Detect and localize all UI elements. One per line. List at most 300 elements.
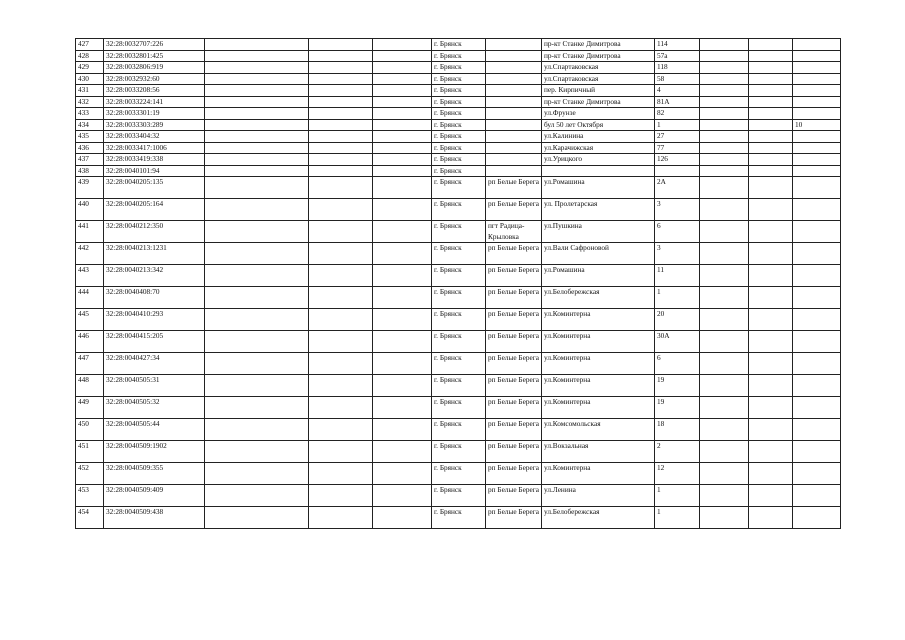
- house-cell: 30А: [655, 331, 700, 353]
- extra-cell: [793, 108, 841, 120]
- cadastral-number: 32:28:0040410:293: [104, 309, 205, 331]
- city-cell: г. Брянск: [432, 96, 486, 108]
- empty-cell: [700, 142, 749, 154]
- empty-cell: [309, 96, 373, 108]
- table-row: [76, 419, 841, 441]
- empty-cell: [205, 108, 309, 120]
- empty-cell: [749, 96, 793, 108]
- empty-cell: [749, 353, 793, 375]
- cadastral-number: 32:28:0033404:32: [104, 131, 205, 143]
- extra-cell: [793, 85, 841, 97]
- table-row: [76, 397, 841, 419]
- street-cell: ул.Урицкого: [542, 154, 655, 166]
- empty-cell: [373, 441, 432, 463]
- empty-cell: [205, 131, 309, 143]
- row-number: 446: [76, 331, 104, 353]
- cadastral-number: 32:28:0040101:94: [104, 165, 205, 177]
- empty-cell: [373, 85, 432, 97]
- city-cell: г. Брянск: [432, 463, 486, 485]
- empty-cell: [309, 154, 373, 166]
- city-cell: г. Брянск: [432, 177, 486, 199]
- settlement-cell: рп Белые Берега: [486, 353, 542, 375]
- street-cell: ул.Калинина: [542, 131, 655, 143]
- empty-cell: [205, 62, 309, 74]
- empty-cell: [700, 353, 749, 375]
- row-number: 447: [76, 353, 104, 375]
- empty-cell: [749, 507, 793, 529]
- empty-cell: [205, 397, 309, 419]
- table-row: [76, 441, 841, 463]
- empty-cell: [309, 85, 373, 97]
- street-cell: ул.Пушкина: [542, 221, 655, 243]
- empty-cell: [373, 243, 432, 265]
- empty-cell: [700, 108, 749, 120]
- empty-cell: [373, 265, 432, 287]
- street-cell: пр-кт Станке Димитрова: [542, 39, 655, 51]
- city-cell: г. Брянск: [432, 397, 486, 419]
- street-cell: ул.Белобережская: [542, 507, 655, 529]
- empty-cell: [205, 119, 309, 131]
- settlement-cell: [486, 165, 542, 177]
- empty-cell: [309, 397, 373, 419]
- empty-cell: [749, 73, 793, 85]
- row-number: 443: [76, 265, 104, 287]
- settlement-cell: [486, 131, 542, 143]
- settlement-cell: рп Белые Берега: [486, 177, 542, 199]
- city-cell: г. Брянск: [432, 119, 486, 131]
- empty-cell: [373, 507, 432, 529]
- row-number: 432: [76, 96, 104, 108]
- row-number: 439: [76, 177, 104, 199]
- extra-cell: [793, 243, 841, 265]
- empty-cell: [373, 397, 432, 419]
- empty-cell: [309, 50, 373, 62]
- city-cell: г. Брянск: [432, 221, 486, 243]
- city-cell: г. Брянск: [432, 199, 486, 221]
- empty-cell: [205, 39, 309, 51]
- extra-cell: [793, 419, 841, 441]
- table-row: [76, 108, 841, 120]
- extra-cell: [793, 165, 841, 177]
- city-cell: г. Брянск: [432, 243, 486, 265]
- street-cell: ул.Коминтерна: [542, 309, 655, 331]
- empty-cell: [309, 419, 373, 441]
- extra-cell: [793, 96, 841, 108]
- empty-cell: [700, 287, 749, 309]
- extra-cell: [793, 131, 841, 143]
- settlement-cell: [486, 142, 542, 154]
- street-cell: ул.Вокзальная: [542, 441, 655, 463]
- street-cell: ул.Комсомольская: [542, 419, 655, 441]
- city-cell: г. Брянск: [432, 441, 486, 463]
- empty-cell: [749, 485, 793, 507]
- empty-cell: [373, 165, 432, 177]
- empty-cell: [205, 441, 309, 463]
- settlement-cell: [486, 96, 542, 108]
- house-cell: 118: [655, 62, 700, 74]
- empty-cell: [700, 375, 749, 397]
- street-cell: ул.Вали Сафроновой: [542, 243, 655, 265]
- empty-cell: [700, 50, 749, 62]
- row-number: 427: [76, 39, 104, 51]
- city-cell: г. Брянск: [432, 485, 486, 507]
- table-row: [76, 485, 841, 507]
- table-row: [76, 96, 841, 108]
- house-cell: 58: [655, 73, 700, 85]
- empty-cell: [373, 287, 432, 309]
- house-cell: 81А: [655, 96, 700, 108]
- empty-cell: [373, 309, 432, 331]
- table-row: [76, 62, 841, 74]
- empty-cell: [700, 485, 749, 507]
- empty-cell: [749, 287, 793, 309]
- table-row: [76, 265, 841, 287]
- house-cell: 19: [655, 397, 700, 419]
- empty-cell: [749, 419, 793, 441]
- row-number: 429: [76, 62, 104, 74]
- row-number: 451: [76, 441, 104, 463]
- empty-cell: [205, 419, 309, 441]
- table-row: [76, 142, 841, 154]
- table-row: [76, 463, 841, 485]
- house-cell: 11: [655, 265, 700, 287]
- settlement-cell: рп Белые Берега: [486, 287, 542, 309]
- street-cell: ул.Ленина: [542, 485, 655, 507]
- row-number: 431: [76, 85, 104, 97]
- cadastral-number: 32:28:0032801:425: [104, 50, 205, 62]
- empty-cell: [309, 62, 373, 74]
- empty-cell: [749, 62, 793, 74]
- row-number: 438: [76, 165, 104, 177]
- house-cell: 20: [655, 309, 700, 331]
- empty-cell: [700, 119, 749, 131]
- empty-cell: [309, 108, 373, 120]
- empty-cell: [205, 485, 309, 507]
- house-cell: 4: [655, 85, 700, 97]
- empty-cell: [373, 463, 432, 485]
- empty-cell: [309, 287, 373, 309]
- empty-cell: [700, 177, 749, 199]
- street-cell: ул.Карачижская: [542, 142, 655, 154]
- empty-cell: [205, 85, 309, 97]
- settlement-cell: рп Белые Берега: [486, 331, 542, 353]
- empty-cell: [700, 85, 749, 97]
- empty-cell: [749, 50, 793, 62]
- house-cell: 3: [655, 243, 700, 265]
- empty-cell: [749, 108, 793, 120]
- cadastral-number: 32:28:0040205:164: [104, 199, 205, 221]
- empty-cell: [700, 265, 749, 287]
- empty-cell: [700, 309, 749, 331]
- empty-cell: [309, 221, 373, 243]
- empty-cell: [373, 419, 432, 441]
- empty-cell: [309, 265, 373, 287]
- street-cell: ул. Пролетарская: [542, 199, 655, 221]
- empty-cell: [309, 119, 373, 131]
- cadastral-number: 32:28:0033208:56: [104, 85, 205, 97]
- empty-cell: [749, 39, 793, 51]
- settlement-cell: [486, 73, 542, 85]
- empty-cell: [205, 265, 309, 287]
- settlement-cell: [486, 119, 542, 131]
- extra-cell: [793, 485, 841, 507]
- street-cell: ул.Спартаковская: [542, 62, 655, 74]
- city-cell: г. Брянск: [432, 165, 486, 177]
- address-registry-table: [75, 38, 841, 529]
- street-cell: ул.Коминтерна: [542, 463, 655, 485]
- cadastral-number: 32:28:0040427:34: [104, 353, 205, 375]
- extra-cell: [793, 331, 841, 353]
- cadastral-number: 32:28:0040509:1902: [104, 441, 205, 463]
- empty-cell: [749, 331, 793, 353]
- extra-cell: [793, 177, 841, 199]
- cadastral-number: 32:28:0040213:1231: [104, 243, 205, 265]
- settlement-cell: рп Белые Берега: [486, 419, 542, 441]
- extra-cell: [793, 463, 841, 485]
- empty-cell: [309, 353, 373, 375]
- row-number: 442: [76, 243, 104, 265]
- cadastral-number: 32:28:0033303:289: [104, 119, 205, 131]
- row-number: 445: [76, 309, 104, 331]
- empty-cell: [373, 62, 432, 74]
- street-cell: ул.Фрунзе: [542, 108, 655, 120]
- cadastral-number: 32:28:0032806:919: [104, 62, 205, 74]
- empty-cell: [700, 463, 749, 485]
- cadastral-number: 32:28:0033224:141: [104, 96, 205, 108]
- extra-cell: [793, 309, 841, 331]
- settlement-cell: [486, 39, 542, 51]
- table-row: [76, 154, 841, 166]
- table-row: [76, 73, 841, 85]
- empty-cell: [309, 243, 373, 265]
- settlement-cell: пгт Радица-Крыловка: [486, 221, 542, 243]
- empty-cell: [700, 73, 749, 85]
- extra-cell: [793, 353, 841, 375]
- empty-cell: [309, 199, 373, 221]
- document-page: [75, 38, 841, 529]
- house-cell: [655, 165, 700, 177]
- row-number: 428: [76, 50, 104, 62]
- empty-cell: [205, 73, 309, 85]
- empty-cell: [373, 485, 432, 507]
- table-row: [76, 287, 841, 309]
- empty-cell: [749, 199, 793, 221]
- empty-cell: [749, 119, 793, 131]
- cadastral-number: 32:28:0033417:1006: [104, 142, 205, 154]
- extra-cell: [793, 397, 841, 419]
- table-row: [76, 507, 841, 529]
- empty-cell: [373, 375, 432, 397]
- settlement-cell: [486, 85, 542, 97]
- house-cell: 1: [655, 119, 700, 131]
- empty-cell: [749, 309, 793, 331]
- empty-cell: [373, 131, 432, 143]
- empty-cell: [309, 463, 373, 485]
- empty-cell: [373, 119, 432, 131]
- settlement-cell: рп Белые Берега: [486, 485, 542, 507]
- empty-cell: [700, 165, 749, 177]
- house-cell: 126: [655, 154, 700, 166]
- street-cell: ул.Коминтерна: [542, 397, 655, 419]
- empty-cell: [205, 154, 309, 166]
- empty-cell: [749, 177, 793, 199]
- empty-cell: [700, 331, 749, 353]
- street-cell: ул.Ромашина: [542, 177, 655, 199]
- table-body: [76, 39, 841, 529]
- cadastral-number: 32:28:0040213:342: [104, 265, 205, 287]
- extra-cell: [793, 287, 841, 309]
- city-cell: г. Брянск: [432, 50, 486, 62]
- table-row: [76, 221, 841, 243]
- empty-cell: [373, 221, 432, 243]
- empty-cell: [309, 485, 373, 507]
- row-number: 440: [76, 199, 104, 221]
- empty-cell: [373, 353, 432, 375]
- city-cell: г. Брянск: [432, 419, 486, 441]
- city-cell: г. Брянск: [432, 108, 486, 120]
- house-cell: 12: [655, 463, 700, 485]
- empty-cell: [749, 85, 793, 97]
- empty-cell: [749, 441, 793, 463]
- city-cell: г. Брянск: [432, 142, 486, 154]
- cadastral-number: 32:28:0040509:355: [104, 463, 205, 485]
- table-row: [76, 353, 841, 375]
- settlement-cell: рп Белые Берега: [486, 243, 542, 265]
- empty-cell: [700, 39, 749, 51]
- empty-cell: [749, 165, 793, 177]
- street-cell: ул.Спартаковская: [542, 73, 655, 85]
- empty-cell: [373, 73, 432, 85]
- city-cell: г. Брянск: [432, 39, 486, 51]
- empty-cell: [309, 441, 373, 463]
- empty-cell: [309, 507, 373, 529]
- table-row: [76, 331, 841, 353]
- city-cell: г. Брянск: [432, 265, 486, 287]
- empty-cell: [309, 39, 373, 51]
- empty-cell: [749, 131, 793, 143]
- cadastral-number: 32:28:0040505:31: [104, 375, 205, 397]
- house-cell: 2: [655, 441, 700, 463]
- settlement-cell: рп Белые Берега: [486, 397, 542, 419]
- street-cell: пр-кт Станке Димитрова: [542, 96, 655, 108]
- row-number: 435: [76, 131, 104, 143]
- extra-cell: [793, 39, 841, 51]
- empty-cell: [700, 96, 749, 108]
- house-cell: 1: [655, 485, 700, 507]
- settlement-cell: [486, 50, 542, 62]
- extra-cell: [793, 62, 841, 74]
- row-number: 436: [76, 142, 104, 154]
- empty-cell: [309, 131, 373, 143]
- row-number: 437: [76, 154, 104, 166]
- empty-cell: [309, 375, 373, 397]
- cadastral-number: 32:28:0033419:338: [104, 154, 205, 166]
- empty-cell: [205, 221, 309, 243]
- table-row: [76, 50, 841, 62]
- empty-cell: [749, 375, 793, 397]
- row-number: 434: [76, 119, 104, 131]
- street-cell: ул.Коминтерна: [542, 353, 655, 375]
- empty-cell: [205, 50, 309, 62]
- house-cell: 1: [655, 507, 700, 529]
- empty-cell: [205, 287, 309, 309]
- house-cell: 18: [655, 419, 700, 441]
- street-cell: [542, 165, 655, 177]
- cadastral-number: 32:28:0032707:226: [104, 39, 205, 51]
- extra-cell: [793, 375, 841, 397]
- house-cell: 114: [655, 39, 700, 51]
- extra-cell: [793, 142, 841, 154]
- empty-cell: [749, 397, 793, 419]
- street-cell: ул.Белобережская: [542, 287, 655, 309]
- house-cell: 82: [655, 108, 700, 120]
- row-number: 444: [76, 287, 104, 309]
- extra-cell: [793, 507, 841, 529]
- cadastral-number: 32:28:0040415:205: [104, 331, 205, 353]
- empty-cell: [205, 199, 309, 221]
- city-cell: г. Брянск: [432, 507, 486, 529]
- cadastral-number: 32:28:0040505:44: [104, 419, 205, 441]
- settlement-cell: [486, 108, 542, 120]
- city-cell: г. Брянск: [432, 85, 486, 97]
- row-number: 449: [76, 397, 104, 419]
- empty-cell: [700, 131, 749, 143]
- street-cell: ул.Ромашина: [542, 265, 655, 287]
- extra-cell: [793, 265, 841, 287]
- settlement-cell: рп Белые Берега: [486, 375, 542, 397]
- row-number: 453: [76, 485, 104, 507]
- empty-cell: [205, 177, 309, 199]
- row-number: 448: [76, 375, 104, 397]
- empty-cell: [373, 177, 432, 199]
- empty-cell: [373, 154, 432, 166]
- house-cell: 2А: [655, 177, 700, 199]
- cadastral-number: 32:28:0040205:135: [104, 177, 205, 199]
- row-number: 430: [76, 73, 104, 85]
- row-number: 450: [76, 419, 104, 441]
- empty-cell: [700, 441, 749, 463]
- city-cell: г. Брянск: [432, 375, 486, 397]
- city-cell: г. Брянск: [432, 154, 486, 166]
- table-row: [76, 165, 841, 177]
- house-cell: 6: [655, 353, 700, 375]
- empty-cell: [205, 353, 309, 375]
- empty-cell: [749, 463, 793, 485]
- street-cell: пер. Кирпичный: [542, 85, 655, 97]
- extra-cell: 10: [793, 119, 841, 131]
- empty-cell: [373, 331, 432, 353]
- empty-cell: [749, 221, 793, 243]
- house-cell: 1: [655, 287, 700, 309]
- empty-cell: [309, 331, 373, 353]
- settlement-cell: [486, 62, 542, 74]
- empty-cell: [373, 108, 432, 120]
- empty-cell: [373, 96, 432, 108]
- empty-cell: [700, 243, 749, 265]
- extra-cell: [793, 199, 841, 221]
- table-row: [76, 85, 841, 97]
- empty-cell: [205, 96, 309, 108]
- street-cell: пр-кт Станке Димитрова: [542, 50, 655, 62]
- table-row: [76, 119, 841, 131]
- table-row: [76, 131, 841, 143]
- empty-cell: [700, 419, 749, 441]
- empty-cell: [205, 463, 309, 485]
- table-row: [76, 243, 841, 265]
- empty-cell: [749, 243, 793, 265]
- city-cell: г. Брянск: [432, 62, 486, 74]
- cadastral-number: 32:28:0032932:60: [104, 73, 205, 85]
